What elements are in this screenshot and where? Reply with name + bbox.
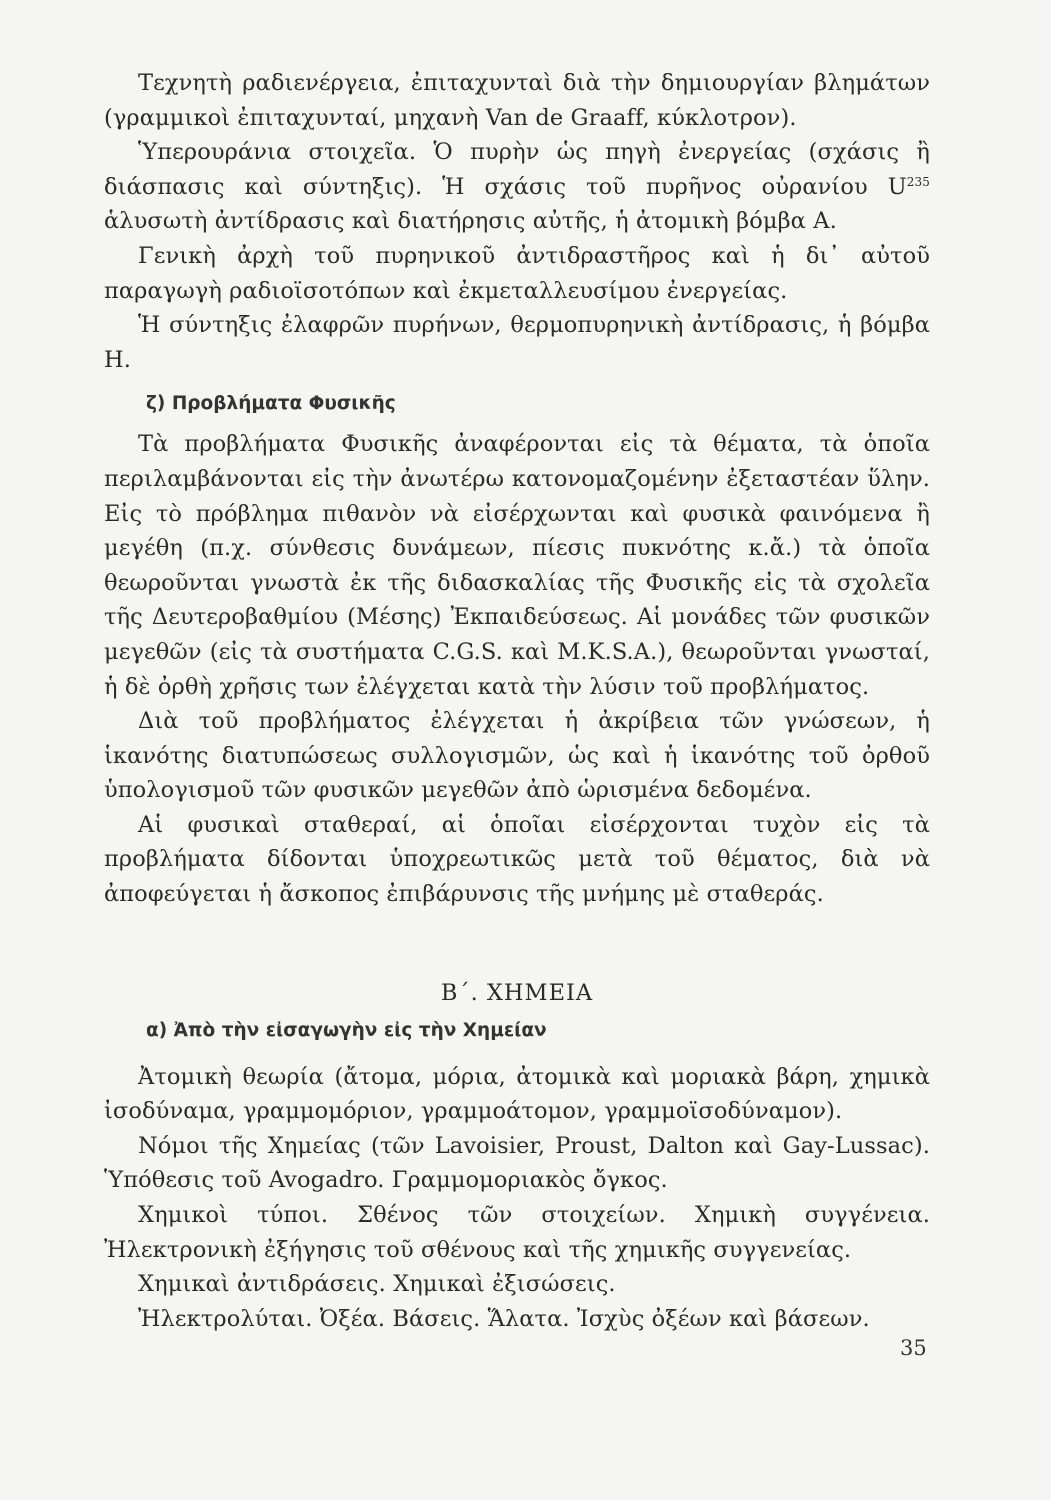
paragraph: Διὰ τοῦ προβλήματος ἐλέγχεται ἡ ἀκρίβεια τῶν γνώσεων, ἡ ἱκανότης διατυπώσεως συλλογισμῶν, ὡς καὶ ἡ ἱκανότης τοῦ ὀρθοῦ ὑπολογισμοῦ τῶν φυσικῶν μεγεθῶν ἀπὸ ὡρισμένα δεδομένα. (104, 708, 930, 804)
paragraph-text: Ὑπερουράνια στοιχεῖα. Ὁ πυρὴν ὡς πηγὴ ἐνεργείας (σχάσις ἢ διάσπασις καὶ σύντηξις). Ἡ σχάσις τοῦ πυρῆνος οὐρανίου U (104, 139, 930, 200)
paragraph: Ἀτομικὴ θεωρία (ἄτομα, μόρια, ἀτομικὰ καὶ μοριακὰ βάρη, χημικὰ ἰσοδύναμα, γραμμομόριον, γραμμοάτομον, γραμμοϊσοδύναμον). (104, 1063, 930, 1125)
paragraph: Νόμοι τῆς Χημείας (τῶν Lavoisier, Proust, Dalton καὶ Gay-Lussac). Ὑπόθεσις τοῦ Avogadro. Γραμμομοριακὸς ὄγκος. (104, 1132, 930, 1194)
page-number: 35 (900, 1336, 927, 1360)
paragraph: Χημικοὶ τύποι. Σθένος τῶν στοιχείων. Χημικὴ συγγένεια. Ἠλεκτρονικὴ ἐξήγησις τοῦ σθένους καὶ τῆς χημικῆς συγγενείας. (104, 1202, 930, 1263)
section-heading-physics-problems: ζ) Προβλήματα Φυσικῆς (146, 393, 396, 415)
section-subheading-intro-chemistry: α) Ἀπὸ τὴν εἰσαγωγὴν εἰς τὴν Χημείαν (146, 1019, 547, 1041)
paragraph: Ἠλεκτρολύται. Ὀξέα. Βάσεις. Ἅλατα. Ἰσχὺς ὀξέων καὶ βάσεων. (138, 1305, 870, 1332)
paragraph-text: ἁλυσωτὴ ἀντίδρασις καὶ διατήρησις αὐτῆς, ἡ ἀτομικὴ βόμβα Α. (104, 208, 837, 235)
paragraph: Τὰ προβλήματα Φυσικῆς ἀναφέρονται εἰς τὰ θέματα, τὰ ὁποῖα περιλαμβάνονται εἰς τὴν ἀνωτέρω κατονομαζομένην ἐξεταστέαν ὕλην. Εἰς τὸ πρόβλημα πιθανὸν νὰ εἰσέρχωνται καὶ φυσικὰ φαινόμενα ἢ μεγέθη (π.χ. σύνθεσις δυνάμεων, πίεσις πυκνότης κ.ἄ.) τὰ ὁποῖα θεωροῦνται γνωστὰ ἐκ τῆς διδασκαλίας τῆς Φυσικῆς εἰς τὰ σχολεῖα τῆς Δευτεροβαθμίου (Μέσης) Ἐκπαιδεύσεως. Αἱ μονάδες τῶν φυσικῶν μεγεθῶν (εἰς τὰ συστήματα C.G.S. καὶ M.K.S.A.), θεωροῦνται γνωσταί, ἡ δὲ ὀρθὴ χρῆσις των ἐλέγχεται κατὰ τὴν λύσιν τοῦ προβλήματος. (104, 431, 930, 700)
paragraph: Τεχνητὴ ραδιενέργεια, ἐπιταχυνταὶ διὰ τὴν δημιουργίαν βλημάτων (γραμμικοὶ ἐπιταχυνταί, μηχανὴ Van de Graaff, κύκλοτρον). (104, 70, 930, 131)
paragraph (104, 135, 930, 239)
paragraph: Χημικαὶ ἀντιδράσεις. Χημικαὶ ἐξισώσεις. (138, 1271, 616, 1298)
superscript-235: 235 (906, 174, 930, 189)
paragraph: Ἡ σύντηξις ἐλαφρῶν πυρήνων, θερμοπυρηνικὴ ἀντίδρασις, ἡ βόμβα Η. (104, 312, 930, 373)
page-content (104, 66, 930, 1336)
paragraph: Αἱ φυσικαὶ σταθεραί, αἱ ὁποῖαι εἰσέρχονται τυχὸν εἰς τὰ προβλήματα δίδονται ὑποχρεωτικῶς μετὰ τοῦ θέματος, διὰ νὰ ἀποφεύγεται ἡ ἄσκοπος ἐπιβάρυνσις τῆς μνήμης μὲ σταθεράς. (104, 811, 930, 908)
section-title-chemistry: Β΄. ΧΗΜΕΙΑ (440, 979, 594, 1006)
paragraph: Γενικὴ ἀρχὴ τοῦ πυρηνικοῦ ἀντιδραστῆρος καὶ ἡ δι᾿ αὐτοῦ παραγωγὴ ραδιοϊσοτόπων καὶ ἐκμεταλλευσίμου ἐνεργείας. (104, 242, 930, 304)
